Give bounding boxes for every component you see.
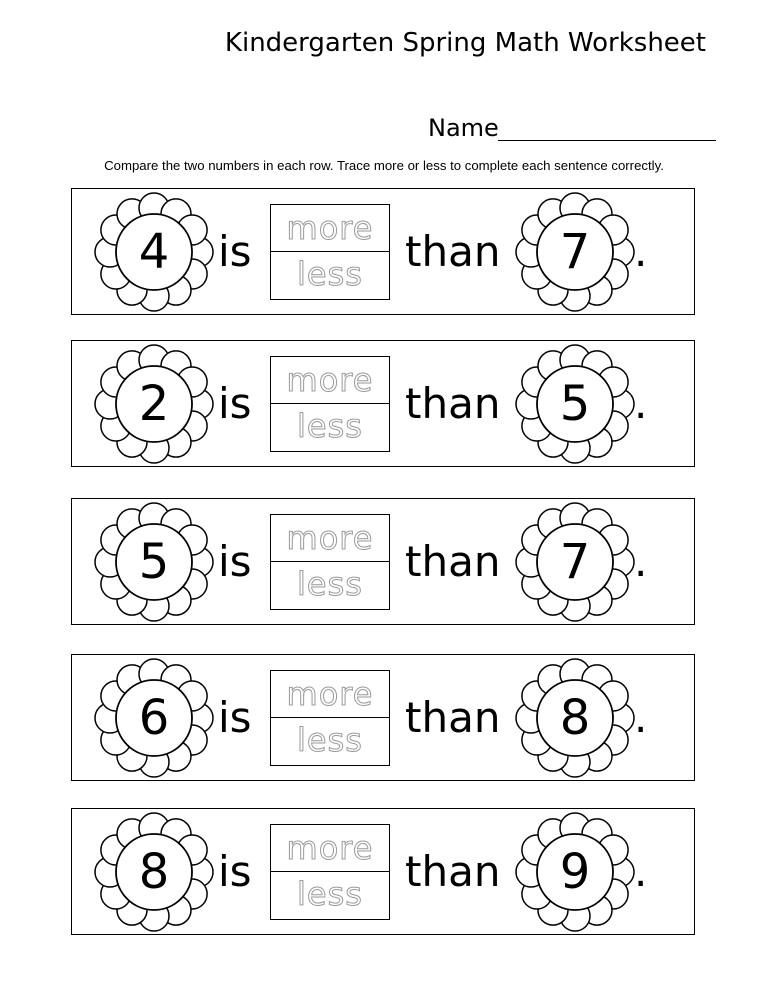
left-number-flower <box>92 190 216 314</box>
left-number: 5 <box>138 534 170 590</box>
right-number-flower <box>513 190 637 314</box>
right-number-flower <box>513 500 637 624</box>
word-is: is <box>218 847 252 896</box>
word-is: is <box>218 537 252 586</box>
answer-box[interactable] <box>270 356 390 452</box>
exercise-row <box>71 340 695 467</box>
word-is: is <box>218 227 252 276</box>
right-number: 8 <box>559 690 591 746</box>
right-number: 5 <box>559 376 591 432</box>
word-is: is <box>218 379 252 428</box>
left-number-flower <box>92 810 216 934</box>
word-than: than <box>405 379 501 428</box>
trace-more[interactable]: more <box>286 829 374 867</box>
trace-more[interactable]: more <box>286 675 374 713</box>
answer-box[interactable] <box>270 670 390 766</box>
answer-divider <box>271 251 389 252</box>
answer-divider <box>271 561 389 562</box>
left-number: 6 <box>138 690 170 746</box>
answer-box[interactable] <box>270 204 390 300</box>
word-than: than <box>405 693 501 742</box>
trace-more[interactable]: more <box>286 361 374 399</box>
trace-less[interactable]: less <box>297 721 363 759</box>
right-number-flower <box>513 342 637 466</box>
period: . <box>634 847 648 896</box>
period: . <box>634 227 648 276</box>
left-number-flower <box>92 342 216 466</box>
word-than: than <box>405 537 501 586</box>
right-number-flower <box>513 810 637 934</box>
exercise-row <box>71 808 695 935</box>
answer-box[interactable] <box>270 514 390 610</box>
period: . <box>634 379 648 428</box>
left-number-flower <box>92 500 216 624</box>
right-number: 9 <box>559 844 591 900</box>
page-title: Kindergarten Spring Math Worksheet <box>224 28 706 58</box>
trace-less[interactable]: less <box>297 875 363 913</box>
answer-box[interactable] <box>270 824 390 920</box>
trace-more[interactable]: more <box>286 209 374 247</box>
left-number-flower <box>92 656 216 780</box>
word-than: than <box>405 227 501 276</box>
period: . <box>634 693 648 742</box>
trace-less[interactable]: less <box>297 565 363 603</box>
left-number: 4 <box>138 224 170 280</box>
right-number: 7 <box>559 534 591 590</box>
instructions: Compare the two numbers in each row. Trace more or less to complete each sentence correctly. <box>104 158 664 173</box>
exercise-row <box>71 498 695 625</box>
answer-divider <box>271 403 389 404</box>
left-number: 8 <box>138 844 170 900</box>
exercise-row <box>71 188 695 315</box>
name-field[interactable] <box>498 140 716 141</box>
period: . <box>634 537 648 586</box>
answer-divider <box>271 871 389 872</box>
word-is: is <box>218 693 252 742</box>
left-number: 2 <box>138 376 170 432</box>
trace-more[interactable]: more <box>286 519 374 557</box>
trace-less[interactable]: less <box>297 407 363 445</box>
answer-divider <box>271 717 389 718</box>
trace-less[interactable]: less <box>297 255 363 293</box>
exercise-row <box>71 654 695 781</box>
right-number: 7 <box>559 224 591 280</box>
name-label: Name <box>428 114 499 142</box>
word-than: than <box>405 847 501 896</box>
right-number-flower <box>513 656 637 780</box>
